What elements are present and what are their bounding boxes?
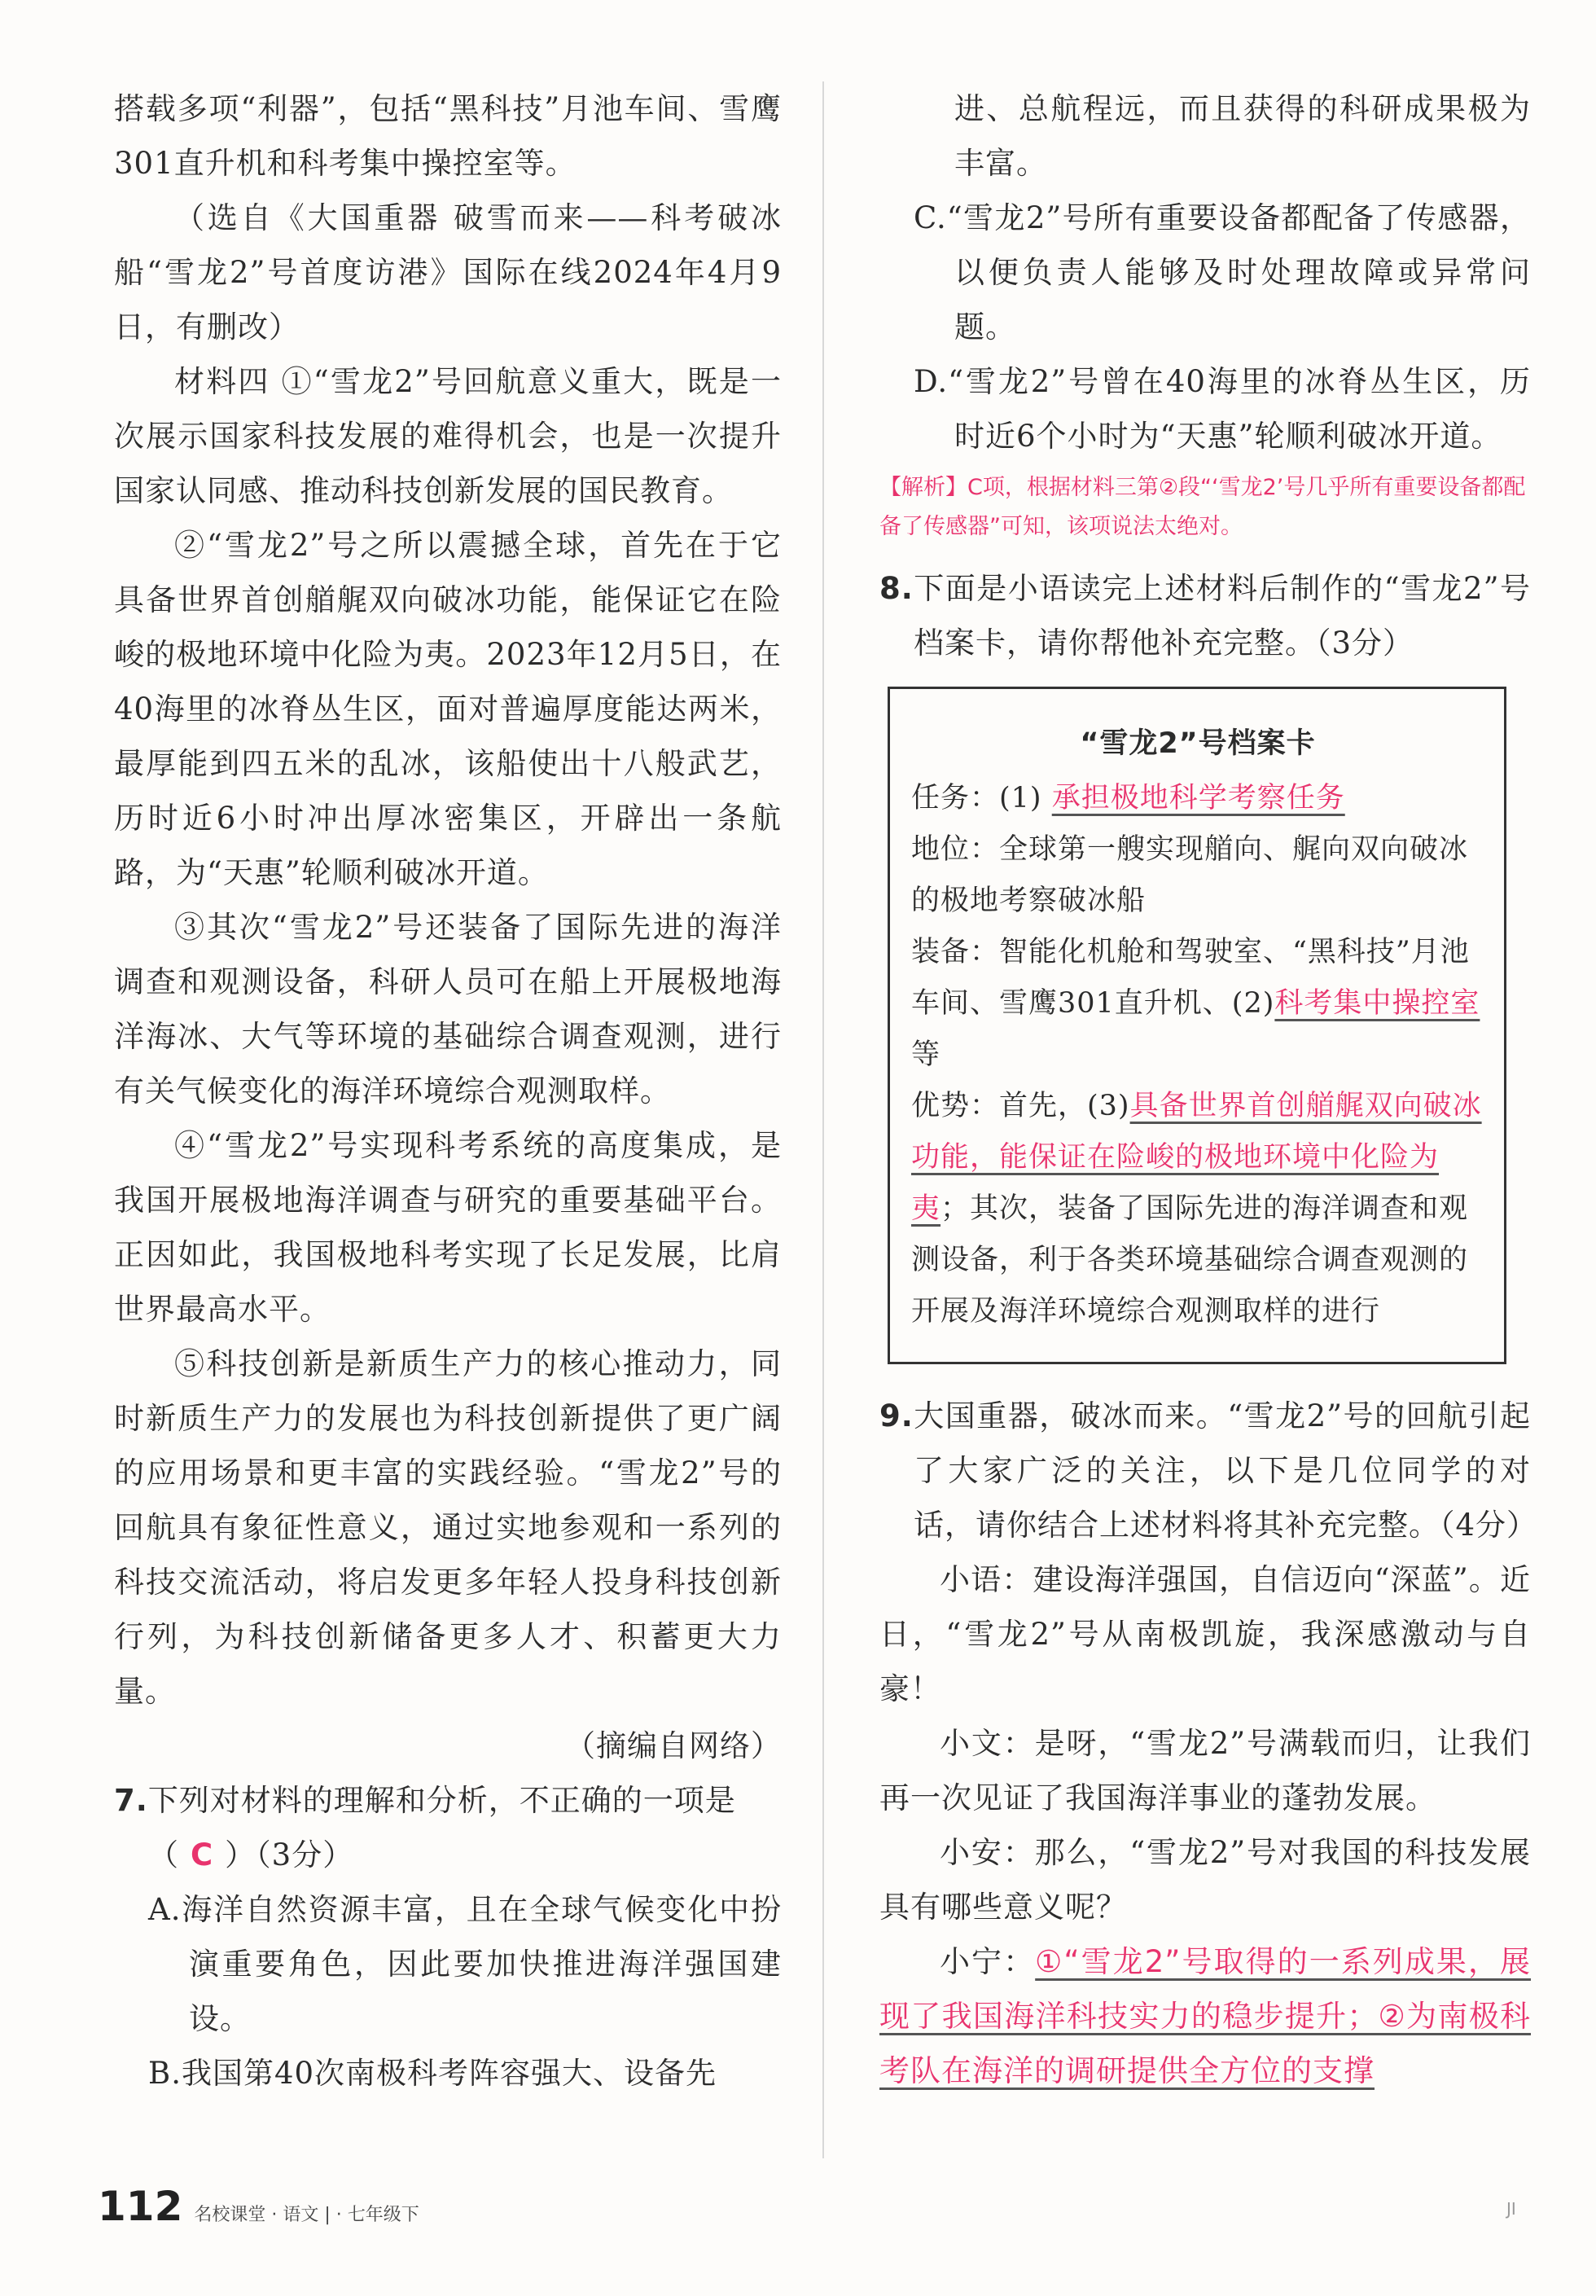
task-answer: 承担极地科学考察任务 bbox=[1051, 782, 1345, 814]
material4-source: （摘编自网络） bbox=[565, 1728, 782, 1763]
xiaoning-label: 小宁： bbox=[940, 1944, 1036, 1979]
material4-para4: ④“雪龙2”号实现科考系统的高度集成，是我国开展极地海洋调查与研究的重要基础平台。正因如此，我国极地科考实现了长足发展，比肩世界最高水平。 bbox=[114, 1128, 782, 1327]
question7-option-d: D.“雪龙2”号曾在40海里的冰脊丛生区，历时近6个小时为“天惠”轮顺利破冰开道。 bbox=[914, 364, 1531, 454]
equipment-tail: 等 bbox=[911, 1038, 941, 1071]
right-column bbox=[879, 81, 1538, 2098]
archive-card-equipment bbox=[911, 927, 1484, 1081]
question9-dialogue-xiaowen: 小文：是呀，“雪龙2”号满载而归，让我们再一次见证了我国海洋事业的蓬勃发展。 bbox=[879, 1726, 1531, 1815]
question9-number: 9. bbox=[879, 1398, 914, 1433]
material3-source: （选自《大国重器 破雪而来——科考破冰船“雪龙2”号首度访港》国际在线2024年4月9日，有删改） bbox=[114, 200, 782, 345]
question7-text: 下列对材料的理解和分析，不正确的一项是 bbox=[147, 1783, 736, 1818]
question9-stem bbox=[879, 1389, 1538, 1552]
archive-card-task bbox=[911, 773, 1484, 824]
advantage-answer: 具备世界首创艏艉双向破冰功能，能保证在险峻的极地环境中化险为夷 bbox=[911, 1090, 1482, 1225]
question7-stem bbox=[114, 1773, 782, 1882]
question9-dialogue-xiaoyu: 小语：建设海洋强国，自信迈向“深蓝”。近日，“雪龙2”号从南极凯旋，我深感激动与自豪！ bbox=[879, 1562, 1531, 1706]
question7-option-b: B.我国第40次南极科考阵容强大、设备先 bbox=[148, 2056, 717, 2091]
question8-number: 8. bbox=[879, 571, 914, 606]
material4-para3: ③其次“雪龙2”号还装备了国际先进的海洋调查和观测设备，科研人员可在船上开展极地海洋海冰、大气等环境的基础综合调查观测，进行有关气候变化的海洋环境综合观测取样。 bbox=[114, 910, 782, 1108]
question9-dialogue-xiaoan: 小安：那么，“雪龙2”号对我国的科技发展具有哪些意义呢？ bbox=[879, 1835, 1531, 1925]
archive-card-status: 地位：全球第一艘实现艏向、艉向双向破冰的极地考察破冰船 bbox=[911, 833, 1469, 917]
question8-text: 下面是小语读完上述材料后制作的“雪龙2”号档案卡，请你帮他补充完整。（3分） bbox=[913, 571, 1531, 661]
task-label: 任务：(1) bbox=[911, 782, 1042, 814]
equipment-label: 装备：智能化机舱和驾驶室、“黑科技”月池车间、雪鹰301直升机、(2) bbox=[911, 936, 1470, 1020]
page-footer bbox=[98, 2183, 419, 2230]
question7-option-a: A.海洋自然资源丰富，且在全球气候变化中扮演重要角色，因此要加快推进海洋强国建设。 bbox=[148, 1892, 782, 2036]
question7-answer: C bbox=[191, 1837, 214, 1872]
advantage-label: 优势：首先，(3) bbox=[911, 1090, 1130, 1122]
material3-tail: 搭载多项“利器”，包括“黑科技”月池车间、雪鹰301直升机和科考集中操控室等。 bbox=[114, 91, 782, 181]
archive-card-title: “雪龙2”号档案卡 bbox=[1080, 727, 1316, 760]
footer-code: JI bbox=[1506, 2199, 1516, 2219]
archive-card bbox=[888, 687, 1506, 1364]
question9-text: 大国重器，破冰而来。“雪龙2”号的回航引起了大家广泛的关注，以下是几位同学的对话，请你结合上述材料将其补充完整。（4分） bbox=[913, 1398, 1538, 1543]
question7-option-c: C.“雪龙2”号所有重要设备都配备了传感器，以便负责人能够及时处理故障或异常问题。 bbox=[914, 200, 1531, 345]
advantage-tail: ；其次，装备了国际先进的海洋调查和观测设备，利于各类环境基础综合调查观测的开展及海洋环境综合观测取样的进行 bbox=[911, 1192, 1469, 1328]
left-column bbox=[114, 81, 782, 2101]
question7-option-b-continued: 进、总航程远，而且获得的科研成果极为丰富。 bbox=[954, 91, 1531, 181]
question8-stem bbox=[879, 561, 1531, 670]
equipment-answer: 科考集中操控室 bbox=[1274, 987, 1480, 1020]
page-number: 112 bbox=[98, 2183, 183, 2230]
material4-para5: ⑤科技创新是新质生产力的核心推动力，同时新质生产力的发展也为科技创新提供了更广阔的应用场景和更丰富的实践经验。“雪龙2”号的回航具有象征性意义，通过实地参观和一系列的科技交流活动，将启发更多年轻人投身科技创新行列，为科技创新储备更多人才、积蓄更大力量。 bbox=[114, 1346, 782, 1709]
question7-number: 7. bbox=[114, 1783, 148, 1818]
question7-analysis: 【解析】C项，根据材料三第②段“‘雪龙2’号几乎所有重要设备都配备了传感器”可知，该项说法太绝对。 bbox=[879, 475, 1526, 539]
question7-score: ）（3分） bbox=[225, 1837, 354, 1872]
archive-card-advantage bbox=[911, 1081, 1484, 1337]
book-title: 名校课堂 · 语文 | · 七年级下 bbox=[194, 2205, 419, 2225]
material4-para1: 材料四 ①“雪龙2”号回航意义重大，既是一次展示国家科技发展的难得机会，也是一次提升国家认同感、推动科技创新发展的国民教育。 bbox=[114, 364, 782, 508]
question7-paren: （ bbox=[148, 1837, 179, 1872]
column-divider bbox=[822, 81, 824, 2158]
xiaoning-answer: ①“雪龙2”号取得的一系列成果，展现了我国海洋科技实力的稳步提升；②为南极科考队在海洋的调研提供全方位的支撑 bbox=[879, 1944, 1532, 2088]
question9-dialogue-xiaoning bbox=[879, 1934, 1531, 2098]
material4-para2: ②“雪龙2”号之所以震撼全球，首先在于它具备世界首创艏艉双向破冰功能，能保证它在险峻的极地环境中化险为夷。2023年12月5日，在40海里的冰脊丛生区，面对普遍厚度能达两米，最厚能到四五米的乱冰，该船使出十八般武艺，历时近6小时冲出厚冰密集区，开辟出一条航路，为“天惠”轮顺利破冰开道。 bbox=[114, 528, 782, 890]
